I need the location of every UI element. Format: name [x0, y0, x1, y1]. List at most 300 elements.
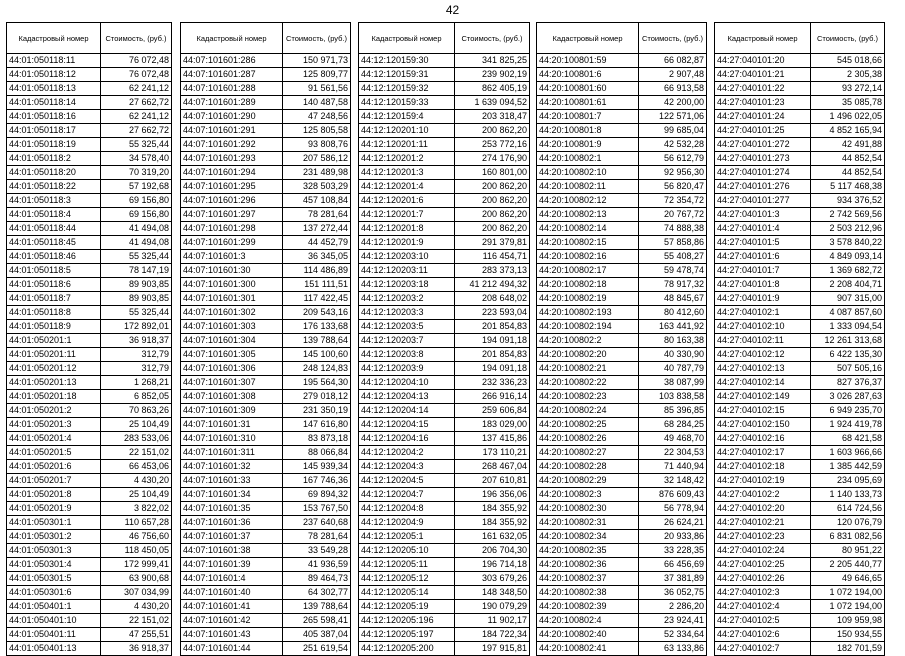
table-row: [7, 208, 172, 222]
table-row: [181, 110, 351, 124]
cost-cell: 1 496 022,05: [811, 110, 885, 124]
cadastral-number-cell: 44:12:120203:18: [359, 278, 455, 292]
table-row: [7, 600, 172, 614]
table-row: [7, 138, 172, 152]
cost-cell: 66 453,06: [101, 460, 172, 474]
table-row: [537, 600, 707, 614]
cadastral-number-cell: 44:27:040101:4: [715, 222, 811, 236]
cost-cell: 33 228,35: [639, 544, 707, 558]
page-number: 42: [445, 3, 460, 17]
table-row: [537, 446, 707, 460]
cadastral-number-cell: 44:20:100802:29: [537, 474, 639, 488]
header-cost: Стоимость, (руб.): [455, 23, 530, 54]
cost-cell: 59 478,74: [639, 264, 707, 278]
cost-cell: 1 385 442,59: [811, 460, 885, 474]
cadastral-number-cell: 44:07:101601:293: [181, 152, 283, 166]
cost-cell: 196 356,06: [455, 488, 530, 502]
table-row: [715, 348, 885, 362]
cost-cell: 69 156,80: [101, 208, 172, 222]
cost-cell: 26 624,21: [639, 516, 707, 530]
table-row: [181, 152, 351, 166]
cost-cell: 307 034,99: [101, 586, 172, 600]
table-row: [715, 222, 885, 236]
cadastral-number-cell: 44:27:040101:3: [715, 208, 811, 222]
cadastral-number-cell: 44:12:120204:5: [359, 474, 455, 488]
cost-cell: 69 894,32: [283, 488, 351, 502]
cadastral-number-cell: 44:07:101601:301: [181, 292, 283, 306]
cost-cell: 80 163,38: [639, 334, 707, 348]
cadastral-number-cell: 44:27:040101:5: [715, 236, 811, 250]
cadastral-number-cell: 44:27:040101:24: [715, 110, 811, 124]
cost-cell: 42 491,88: [811, 138, 885, 152]
cost-cell: 78 917,32: [639, 278, 707, 292]
cost-cell: 907 315,00: [811, 292, 885, 306]
cost-cell: 41 936,59: [283, 558, 351, 572]
cost-cell: 22 151,02: [101, 614, 172, 628]
cost-cell: 1 333 094,54: [811, 320, 885, 334]
cost-cell: 341 825,25: [455, 54, 530, 68]
cadastral-number-cell: 44:27:040102:19: [715, 474, 811, 488]
cadastral-number-cell: 44:27:040102:150: [715, 418, 811, 432]
cadastral-number-cell: 44:01:050201:7: [7, 474, 101, 488]
table-row: [7, 390, 172, 404]
table-row: [181, 264, 351, 278]
cadastral-number-cell: 44:12:120159:32: [359, 82, 455, 96]
cadastral-table: [714, 22, 885, 656]
cost-cell: 140 487,58: [283, 96, 351, 110]
cadastral-number-cell: 44:12:120201:10: [359, 124, 455, 138]
cost-cell: 22 151,02: [101, 446, 172, 460]
cost-cell: 32 148,42: [639, 474, 707, 488]
cadastral-number-cell: 44:12:120204:3: [359, 460, 455, 474]
cadastral-number-cell: 44:27:040102:17: [715, 446, 811, 460]
cost-cell: 237 640,68: [283, 516, 351, 530]
cost-cell: 57 858,86: [639, 236, 707, 250]
cost-cell: 2 503 212,96: [811, 222, 885, 236]
cost-cell: 2 305,38: [811, 68, 885, 82]
cost-cell: 312,79: [101, 348, 172, 362]
table-row: [715, 68, 885, 82]
table-row: [181, 334, 351, 348]
cost-cell: 3 822,02: [101, 502, 172, 516]
header-cost: Стоимость, (руб.): [101, 23, 172, 54]
header-cadastral-number: Кадастровый номер: [181, 23, 283, 54]
table-body: [537, 54, 707, 656]
cost-cell: 80 951,22: [811, 544, 885, 558]
cadastral-number-cell: 44:12:120203:3: [359, 306, 455, 320]
cadastral-number-cell: 44:12:120201:7: [359, 208, 455, 222]
cost-cell: 194 091,18: [455, 362, 530, 376]
table-row: [7, 614, 172, 628]
table-row: [181, 586, 351, 600]
cost-cell: 55 325,44: [101, 138, 172, 152]
cost-cell: 176 133,68: [283, 320, 351, 334]
table-row: [359, 614, 530, 628]
cadastral-number-cell: 44:12:120203:10: [359, 250, 455, 264]
cadastral-number-cell: 44:01:050401:11: [7, 628, 101, 642]
cost-cell: 328 503,29: [283, 180, 351, 194]
table-row: [715, 460, 885, 474]
header-cadastral-number: Кадастровый номер: [7, 23, 101, 54]
cadastral-number-cell: 44:01:050301:2: [7, 530, 101, 544]
cost-cell: 223 593,04: [455, 306, 530, 320]
table-row: [7, 306, 172, 320]
cost-cell: 70 863,26: [101, 404, 172, 418]
cost-cell: 274 176,90: [455, 152, 530, 166]
cadastral-number-cell: 44:12:120201:2: [359, 152, 455, 166]
table-row: [359, 446, 530, 460]
table-row: [537, 124, 707, 138]
table-row: [359, 348, 530, 362]
table-row: [181, 222, 351, 236]
table-row: [7, 348, 172, 362]
cadastral-number-cell: 44:27:040101:20: [715, 54, 811, 68]
cost-cell: 172 999,41: [101, 558, 172, 572]
cadastral-number-cell: 44:20:100802:17: [537, 264, 639, 278]
cost-cell: 206 704,30: [455, 544, 530, 558]
cost-cell: 44 852,54: [811, 152, 885, 166]
cadastral-number-cell: 44:07:101601:304: [181, 334, 283, 348]
cadastral-number-cell: 44:01:050401:1: [7, 600, 101, 614]
table-row: [537, 236, 707, 250]
cost-cell: 1 140 133,73: [811, 488, 885, 502]
cadastral-number-cell: 44:20:100801:59: [537, 54, 639, 68]
cadastral-number-cell: 44:20:100802:20: [537, 348, 639, 362]
table-row: [715, 446, 885, 460]
table-row: [537, 264, 707, 278]
cost-cell: 56 778,94: [639, 502, 707, 516]
cost-cell: 76 072,48: [101, 54, 172, 68]
cadastral-number-cell: 44:27:040102:3: [715, 586, 811, 600]
table-row: [359, 264, 530, 278]
table-row: [7, 628, 172, 642]
cadastral-number-cell: 44:27:040102:25: [715, 558, 811, 572]
cadastral-number-cell: 44:20:100801:60: [537, 82, 639, 96]
table-row: [359, 222, 530, 236]
cost-cell: 66 082,87: [639, 54, 707, 68]
cadastral-number-cell: 44:27:040101:7: [715, 264, 811, 278]
cadastral-number-cell: 44:27:040102:26: [715, 572, 811, 586]
table-row: [7, 572, 172, 586]
cadastral-number-cell: 44:07:101601:41: [181, 600, 283, 614]
cost-cell: 182 701,59: [811, 642, 885, 656]
header-cost: Стоимость, (руб.): [639, 23, 707, 54]
cadastral-number-cell: 44:12:120201:8: [359, 222, 455, 236]
cost-cell: 47 255,51: [101, 628, 172, 642]
cadastral-number-cell: 44:20:100801:8: [537, 124, 639, 138]
cadastral-number-cell: 44:12:120205:11: [359, 558, 455, 572]
table-row: [715, 376, 885, 390]
table-row: [359, 432, 530, 446]
cadastral-number-cell: 44:12:120159:30: [359, 54, 455, 68]
cost-cell: 1 072 194,00: [811, 600, 885, 614]
cost-cell: 88 066,84: [283, 446, 351, 460]
table-row: [537, 334, 707, 348]
cost-cell: 160 801,00: [455, 166, 530, 180]
cadastral-number-cell: 44:01:050201:18: [7, 390, 101, 404]
table-row: [359, 194, 530, 208]
cadastral-number-cell: 44:07:101601:34: [181, 488, 283, 502]
cadastral-number-cell: 44:07:101601:311: [181, 446, 283, 460]
table-row: [181, 138, 351, 152]
table-row: [715, 516, 885, 530]
cost-cell: 457 108,84: [283, 194, 351, 208]
cost-cell: 545 018,66: [811, 54, 885, 68]
table-row: [359, 530, 530, 544]
cadastral-number-cell: 44:20:100802:41: [537, 642, 639, 656]
table-row: [537, 586, 707, 600]
cost-cell: 148 348,50: [455, 586, 530, 600]
cost-cell: 283 373,13: [455, 264, 530, 278]
cost-cell: 63 133,86: [639, 642, 707, 656]
cost-cell: 145 100,60: [283, 348, 351, 362]
table-row: [537, 348, 707, 362]
cost-cell: 99 685,04: [639, 124, 707, 138]
table-row: [181, 628, 351, 642]
table-body: [359, 54, 530, 656]
cadastral-number-cell: 44:12:120203:7: [359, 334, 455, 348]
cadastral-number-cell: 44:20:100802:39: [537, 600, 639, 614]
cost-cell: 23 924,41: [639, 614, 707, 628]
cost-cell: 72 354,72: [639, 194, 707, 208]
cost-cell: 27 662,72: [101, 124, 172, 138]
cost-cell: 78 281,64: [283, 208, 351, 222]
cadastral-number-cell: 44:20:100802:22: [537, 376, 639, 390]
cadastral-number-cell: 44:07:101601:308: [181, 390, 283, 404]
table-row: [359, 96, 530, 110]
cost-cell: 120 076,79: [811, 516, 885, 530]
cost-cell: 279 018,12: [283, 390, 351, 404]
table-row: [359, 474, 530, 488]
table-row: [715, 544, 885, 558]
cadastral-number-cell: 44:07:101601:37: [181, 530, 283, 544]
cost-cell: 89 464,73: [283, 572, 351, 586]
table-row: [181, 348, 351, 362]
table-row: [181, 572, 351, 586]
cadastral-table: [180, 22, 351, 656]
table-row: [359, 54, 530, 68]
cadastral-number-cell: 44:20:100802:16: [537, 250, 639, 264]
cadastral-number-cell: 44:01:050118:45: [7, 236, 101, 250]
cadastral-number-cell: 44:12:120204:2: [359, 446, 455, 460]
table-row: [715, 404, 885, 418]
table-row: [7, 446, 172, 460]
cadastral-number-cell: 44:01:050201:13: [7, 376, 101, 390]
cadastral-number-cell: 44:07:101601:290: [181, 110, 283, 124]
table-row: [181, 404, 351, 418]
cost-cell: 147 616,80: [283, 418, 351, 432]
cadastral-number-cell: 44:27:040102:12: [715, 348, 811, 362]
table-row: [715, 600, 885, 614]
cadastral-number-cell: 44:12:120201:6: [359, 194, 455, 208]
table-row: [537, 390, 707, 404]
cadastral-number-cell: 44:01:050118:12: [7, 68, 101, 82]
cost-cell: 161 632,05: [455, 530, 530, 544]
cost-cell: 36 918,37: [101, 642, 172, 656]
cost-cell: 89 903,85: [101, 292, 172, 306]
cadastral-number-cell: 44:01:050201:6: [7, 460, 101, 474]
cadastral-number-cell: 44:07:101601:43: [181, 628, 283, 642]
table-row: [537, 614, 707, 628]
table-row: [359, 166, 530, 180]
cost-cell: 68 284,25: [639, 418, 707, 432]
table-row: [7, 152, 172, 166]
table-row: [7, 586, 172, 600]
cost-cell: 172 892,01: [101, 320, 172, 334]
cost-cell: 25 104,49: [101, 488, 172, 502]
cadastral-number-cell: 44:07:101601:288: [181, 82, 283, 96]
cadastral-number-cell: 44:27:040101:9: [715, 292, 811, 306]
table-row: [359, 320, 530, 334]
cadastral-number-cell: 44:27:040102:13: [715, 362, 811, 376]
table-row: [7, 418, 172, 432]
cost-cell: 248 124,83: [283, 362, 351, 376]
cadastral-number-cell: 44:01:050201:11: [7, 348, 101, 362]
table-row: [7, 404, 172, 418]
cost-cell: 57 192,68: [101, 180, 172, 194]
table-row: [359, 292, 530, 306]
cost-cell: 74 888,38: [639, 222, 707, 236]
table-row: [181, 460, 351, 474]
cost-cell: 1 603 966,66: [811, 446, 885, 460]
cost-cell: 4 430,20: [101, 600, 172, 614]
cadastral-number-cell: 44:01:050118:17: [7, 124, 101, 138]
cost-cell: 11 902,17: [455, 614, 530, 628]
table-row: [359, 68, 530, 82]
cost-cell: 1 369 682,72: [811, 264, 885, 278]
cost-cell: 125 805,58: [283, 124, 351, 138]
cadastral-number-cell: 44:27:040102:18: [715, 460, 811, 474]
table-row: [715, 124, 885, 138]
table-row: [537, 222, 707, 236]
table-row: [715, 306, 885, 320]
cadastral-number-cell: 44:12:120205:196: [359, 614, 455, 628]
cadastral-number-cell: 44:01:050201:1: [7, 334, 101, 348]
header-cadastral-number: Кадастровый номер: [537, 23, 639, 54]
table-row: [715, 642, 885, 656]
table-row: [715, 586, 885, 600]
table-row: [537, 54, 707, 68]
table-row: [715, 628, 885, 642]
table-row: [359, 544, 530, 558]
table-row: [181, 278, 351, 292]
cadastral-number-cell: 44:12:120204:7: [359, 488, 455, 502]
cadastral-number-cell: 44:07:101601:4: [181, 572, 283, 586]
cadastral-number-cell: 44:01:050118:4: [7, 208, 101, 222]
cadastral-number-cell: 44:27:040102:4: [715, 600, 811, 614]
cost-cell: 1 072 194,00: [811, 586, 885, 600]
cadastral-number-cell: 44:27:040101:6: [715, 250, 811, 264]
cost-cell: 36 345,05: [283, 250, 351, 264]
cadastral-number-cell: 44:07:101601:286: [181, 54, 283, 68]
cost-cell: 2 907,48: [639, 68, 707, 82]
table-row: [537, 152, 707, 166]
cadastral-number-cell: 44:07:101601:303: [181, 320, 283, 334]
table-row: [715, 82, 885, 96]
table-row: [359, 488, 530, 502]
cost-cell: 66 456,69: [639, 558, 707, 572]
table-row: [359, 390, 530, 404]
cadastral-number-cell: 44:20:100801:6: [537, 68, 639, 82]
cadastral-number-cell: 44:12:120204:10: [359, 376, 455, 390]
cadastral-number-cell: 44:27:040102:6: [715, 628, 811, 642]
table-row: [715, 572, 885, 586]
table-row: [7, 68, 172, 82]
table-row: [537, 432, 707, 446]
cost-cell: 5 117 468,38: [811, 180, 885, 194]
table-row: [537, 320, 707, 334]
cadastral-number-cell: 44:12:120159:4: [359, 110, 455, 124]
table-row: [181, 446, 351, 460]
cadastral-number-cell: 44:20:100802:26: [537, 432, 639, 446]
cadastral-number-cell: 44:27:040102:149: [715, 390, 811, 404]
cadastral-number-cell: 44:01:050118:20: [7, 166, 101, 180]
cost-cell: 6 852,05: [101, 390, 172, 404]
cost-cell: 110 657,28: [101, 516, 172, 530]
cadastral-number-cell: 44:20:100802:11: [537, 180, 639, 194]
table-row: [181, 642, 351, 656]
cadastral-number-cell: 44:12:120205:197: [359, 628, 455, 642]
cost-cell: 78 147,19: [101, 264, 172, 278]
cost-cell: 69 156,80: [101, 194, 172, 208]
cadastral-number-cell: 44:01:050201:8: [7, 488, 101, 502]
table-row: [359, 138, 530, 152]
cost-cell: 1 924 419,78: [811, 418, 885, 432]
cadastral-number-cell: 44:20:100802:36: [537, 558, 639, 572]
cost-cell: 3 578 840,22: [811, 236, 885, 250]
table-row: [181, 306, 351, 320]
cadastral-number-cell: 44:12:120201:9: [359, 236, 455, 250]
cadastral-number-cell: 44:12:120203:5: [359, 320, 455, 334]
cadastral-number-cell: 44:20:100802:4: [537, 614, 639, 628]
cadastral-number-cell: 44:27:040102:16: [715, 432, 811, 446]
table-row: [537, 558, 707, 572]
cost-cell: 48 845,67: [639, 292, 707, 306]
cadastral-number-cell: 44:27:040101:277: [715, 194, 811, 208]
cost-cell: 22 304,53: [639, 446, 707, 460]
cadastral-number-cell: 44:20:100802:24: [537, 404, 639, 418]
cadastral-number-cell: 44:12:120203:2: [359, 292, 455, 306]
cadastral-number-cell: 44:01:050118:44: [7, 222, 101, 236]
table-row: [715, 530, 885, 544]
cost-cell: 184 722,34: [455, 628, 530, 642]
cadastral-number-cell: 44:01:050118:3: [7, 194, 101, 208]
cost-cell: 52 334,64: [639, 628, 707, 642]
cadastral-number-cell: 44:01:050118:2: [7, 152, 101, 166]
cadastral-number-cell: 44:20:100801:7: [537, 110, 639, 124]
table-row: [181, 432, 351, 446]
cost-cell: 41 494,08: [101, 236, 172, 250]
table-row: [181, 474, 351, 488]
cadastral-number-cell: 44:27:040102:10: [715, 320, 811, 334]
cost-cell: 49 468,70: [639, 432, 707, 446]
table-row: [7, 250, 172, 264]
table-row: [537, 460, 707, 474]
cost-cell: 312,79: [101, 362, 172, 376]
cost-cell: 20 933,86: [639, 530, 707, 544]
table-row: [7, 54, 172, 68]
cost-cell: 83 873,18: [283, 432, 351, 446]
table-row: [715, 264, 885, 278]
table-row: [7, 320, 172, 334]
cadastral-number-cell: 44:20:100802:35: [537, 544, 639, 558]
cost-cell: 201 854,83: [455, 348, 530, 362]
cost-cell: 200 862,20: [455, 180, 530, 194]
table-row: [537, 642, 707, 656]
cost-cell: 153 767,50: [283, 502, 351, 516]
cost-cell: 2 742 569,56: [811, 208, 885, 222]
cost-cell: 62 241,12: [101, 110, 172, 124]
